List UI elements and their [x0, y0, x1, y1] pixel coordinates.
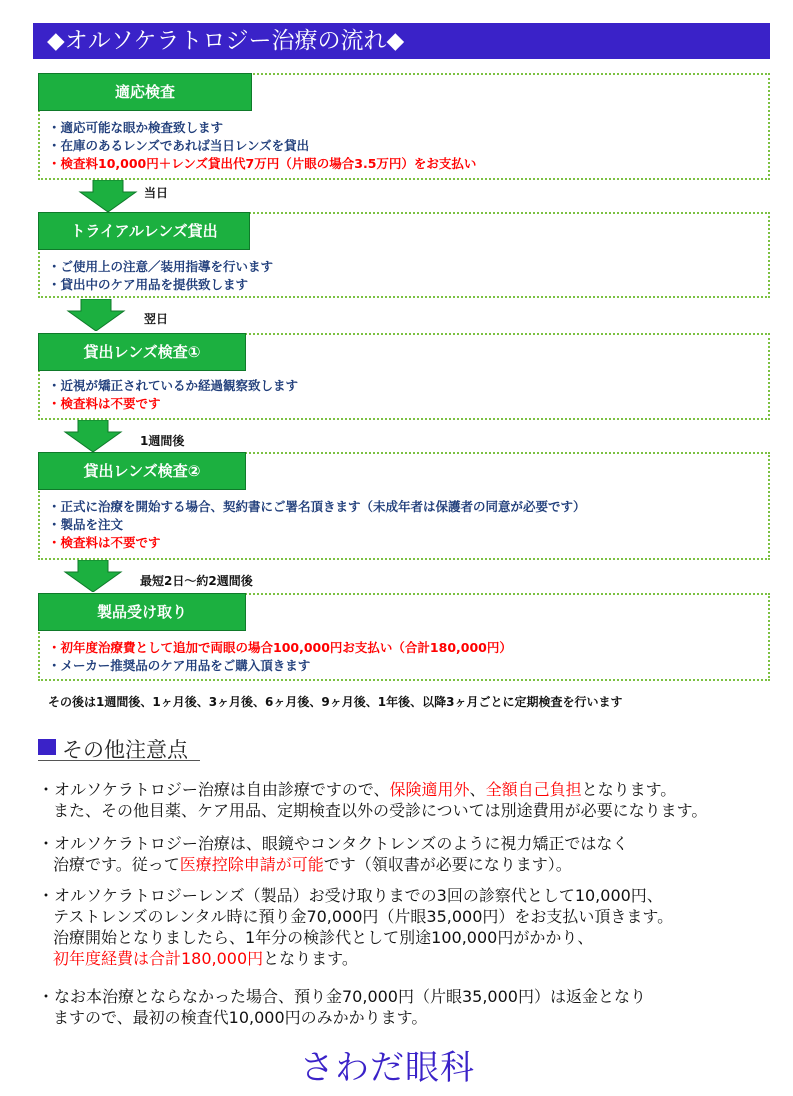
clinic-name: さわだ眼科	[300, 1048, 475, 1088]
note-text: 治療開始となりましたら、1年分の検診代として別途100,000円がかかり、	[53, 928, 594, 947]
note-text: ・なお本治療とならなかった場合、預り金70,000円（片眼35,000円）は返金となり	[38, 987, 646, 1006]
note-text: ・オルソケラトロジー治療は自由診療ですので、	[38, 780, 390, 799]
arrow-label-4: 最短2日～約2週間後	[140, 574, 253, 588]
step-heading-5: 製品受け取り	[38, 593, 246, 631]
step-5-line: ・メーカー推奨品のケア用品をご購入頂きます	[48, 658, 311, 673]
arrow-label-1: 当日	[144, 186, 169, 200]
arrow-label-3: 1週間後	[140, 434, 185, 448]
step-1-line: ・検査料10,000円＋レンズ貸出代7万円（片眼の場合3.5万円）をお支払い	[48, 156, 477, 171]
step-1-line: ・適応可能な眼か検査致します	[48, 120, 224, 135]
note-text: ・オルソケラトロジー治療は、眼鏡やコンタクトレンズのように視力矯正ではなく	[38, 834, 629, 853]
note-text: 、	[469, 780, 486, 799]
note-text: です（領収書が必要になります）。	[323, 855, 572, 874]
down-arrow-4	[63, 560, 123, 592]
section-title: その他注意点	[62, 738, 188, 762]
note-text: ますので、最初の検査代10,000円のみかかります。	[53, 1008, 428, 1027]
step-body-2	[48, 258, 273, 294]
step-heading-1: 適応検査	[38, 73, 252, 111]
step-body-3	[48, 377, 298, 413]
step-body-4	[48, 498, 586, 552]
step-4-line: ・正式に治療を開始する場合、契約書にご署名頂きます（未成年者は保護者の同意が必要です）	[48, 499, 586, 514]
note-3	[38, 885, 673, 969]
step-1-line: ・在庫のあるレンズであれば当日レンズを貸出	[48, 138, 310, 153]
step-heading-4: 貸出レンズ検査②	[38, 452, 246, 490]
step-heading-3: 貸出レンズ検査①	[38, 333, 246, 371]
down-arrow-2	[66, 299, 126, 331]
section-heading	[38, 734, 200, 761]
square-bullet-icon	[38, 739, 56, 755]
note-emphasis: 保険適用外	[389, 780, 470, 799]
down-arrow-1	[78, 180, 138, 212]
note-text: となります。	[263, 949, 358, 968]
step-3-line: ・検査料は不要です	[48, 396, 161, 411]
step-4-line: ・製品を注文	[48, 517, 124, 532]
step-2-line: ・貸出中のケア用品を提供致します	[48, 277, 249, 292]
note-emphasis: 医療控除申請が可能	[179, 855, 324, 874]
note-1	[38, 779, 707, 821]
arrow-label-2: 翌日	[144, 312, 169, 326]
step-heading-2: トライアルレンズ貸出	[38, 212, 250, 250]
follow-up-schedule: その後は1週間後、1ヶ月後、3ヶ月後、6ヶ月後、9ヶ月後、1年後、以降3ヶ月ごとに定期検査を行います	[48, 695, 623, 709]
note-text: となります。	[581, 780, 677, 799]
note-text: テストレンズのレンタル時に預り金70,000円（片眼35,000円）をお支払い頂きます。	[53, 907, 674, 926]
step-body-1	[48, 119, 476, 173]
step-5-line: ・初年度治療費として追加で両眼の場合100,000円お支払い（合計180,000円）	[48, 640, 512, 655]
note-4	[38, 986, 646, 1028]
note-text: ・オルソケラトロジーレンズ（製品）お受け取りまでの3回の診察代として10,000円、	[38, 886, 663, 905]
step-3-line: ・近視が矯正されているか経過観察致します	[48, 378, 299, 393]
note-emphasis: 初年度経費は合計180,000円	[53, 949, 264, 968]
note-emphasis: 全額自己負担	[485, 780, 582, 799]
page-title: ◆オルソケラトロジー治療の流れ◆	[33, 23, 770, 59]
note-text: 治療です。従って	[53, 855, 180, 874]
step-body-5	[48, 639, 512, 675]
step-2-line: ・ご使用上の注意／装用指導を行います	[48, 259, 274, 274]
step-4-line: ・検査料は不要です	[48, 535, 161, 550]
note-text: また、その他目薬、ケア用品、定期検査以外の受診については別途費用が必要になります。	[53, 801, 708, 820]
note-2	[38, 833, 628, 875]
down-arrow-3	[63, 420, 123, 452]
